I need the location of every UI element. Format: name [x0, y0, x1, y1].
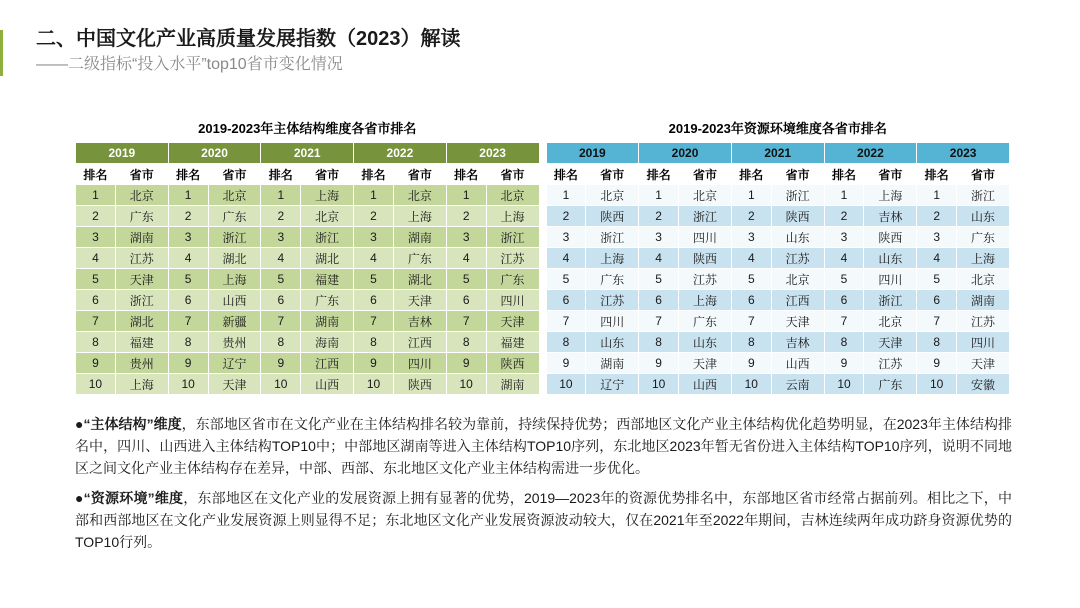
- rank-cell: 9: [354, 353, 394, 374]
- rank-cell: 8: [917, 332, 957, 353]
- rank-cell: 2: [168, 206, 208, 227]
- rank-col-header: 排名: [639, 164, 679, 185]
- rank-col-header: 排名: [917, 164, 957, 185]
- rank-cell: 4: [917, 248, 957, 269]
- rank-cell: 5: [168, 269, 208, 290]
- rank-cell: 9: [76, 353, 116, 374]
- table-row: [546, 248, 1010, 269]
- province-cell: 陕西: [393, 374, 446, 395]
- province-cell: 北京: [115, 185, 168, 206]
- structure-note-paragraph: [75, 413, 1012, 479]
- rank-cell: 7: [446, 311, 486, 332]
- province-cell: 吉林: [864, 206, 917, 227]
- rank-cell: 1: [354, 185, 394, 206]
- structure-rank-table: [75, 142, 540, 395]
- rank-cell: 3: [354, 227, 394, 248]
- rank-cell: 7: [168, 311, 208, 332]
- rank-cell: 4: [76, 248, 116, 269]
- rank-cell: 1: [168, 185, 208, 206]
- province-cell: 天津: [393, 290, 446, 311]
- table-row: [76, 374, 540, 395]
- province-cell: 福建: [115, 332, 168, 353]
- structure-note-lead: ●“主体结构”维度: [75, 416, 182, 432]
- rank-col-header: 排名: [824, 164, 864, 185]
- province-cell: 上海: [208, 269, 261, 290]
- resource-note-lead: ●“资源环境”维度: [75, 490, 184, 506]
- rank-col-header: 排名: [354, 164, 394, 185]
- rank-cell: 6: [76, 290, 116, 311]
- province-cell: 上海: [301, 185, 354, 206]
- rank-cell: 6: [168, 290, 208, 311]
- structure-table-block: [75, 118, 540, 395]
- rank-cell: 5: [446, 269, 486, 290]
- rank-cell: 1: [76, 185, 116, 206]
- rank-cell: 3: [261, 227, 301, 248]
- province-cell: 浙江: [486, 227, 539, 248]
- rank-cell: 2: [546, 206, 586, 227]
- province-cell: 浙江: [957, 185, 1010, 206]
- province-cell: 四川: [864, 269, 917, 290]
- province-cell: 福建: [486, 332, 539, 353]
- rank-cell: 10: [917, 374, 957, 395]
- rank-col-header: 排名: [731, 164, 771, 185]
- rank-cell: 1: [731, 185, 771, 206]
- province-cell: 湖南: [115, 227, 168, 248]
- rank-cell: 10: [446, 374, 486, 395]
- province-cell: 天津: [957, 353, 1010, 374]
- province-cell: 湖南: [586, 353, 639, 374]
- province-cell: 山东: [771, 227, 824, 248]
- province-cell: 上海: [586, 248, 639, 269]
- structure-note-text: ，东部地区省市在文化产业在主体结构排名较为靠前，持续保持优势；西部地区文化产业主体结构优化趋势明显，在2023年主体结构排名中，四川、山西进入主体结构TOP10中；中部地区湖南等进入主体结构TOP10序列，东北地区2023年暂无省份进入主体结构TOP10序列，说明不同地区之间文化产业主体结构存在差异，中部、西部、东北地区文化产业主体结构需进一步优化。: [75, 416, 1012, 476]
- province-cell: 辽宁: [208, 353, 261, 374]
- province-cell: 浙江: [586, 227, 639, 248]
- province-cell: 山东: [679, 332, 732, 353]
- province-cell: 天津: [486, 311, 539, 332]
- table-row: [546, 374, 1010, 395]
- tables-section: [75, 118, 1010, 395]
- province-cell: 吉林: [771, 332, 824, 353]
- rank-cell: 10: [76, 374, 116, 395]
- rank-cell: 6: [446, 290, 486, 311]
- province-cell: 湖南: [301, 311, 354, 332]
- rank-cell: 1: [824, 185, 864, 206]
- rank-col-header: 排名: [76, 164, 116, 185]
- province-cell: 湖北: [301, 248, 354, 269]
- slide-title: 二、中国文化产业高质量发展指数（2023）解读: [36, 28, 461, 50]
- resource-rank-table: [546, 142, 1011, 395]
- rank-cell: 1: [917, 185, 957, 206]
- rank-cell: 8: [261, 332, 301, 353]
- rank-cell: 9: [824, 353, 864, 374]
- province-col-header: 省市: [586, 164, 639, 185]
- province-cell: 云南: [771, 374, 824, 395]
- rank-cell: 10: [731, 374, 771, 395]
- rank-cell: 8: [76, 332, 116, 353]
- table-row: [76, 290, 540, 311]
- province-cell: 湖北: [208, 248, 261, 269]
- province-cell: 山东: [864, 248, 917, 269]
- province-cell: 北京: [586, 185, 639, 206]
- table-row: [76, 227, 540, 248]
- rank-cell: 9: [546, 353, 586, 374]
- rank-cell: 6: [546, 290, 586, 311]
- rank-cell: 2: [76, 206, 116, 227]
- rank-cell: 10: [354, 374, 394, 395]
- rank-cell: 10: [824, 374, 864, 395]
- rank-cell: 2: [731, 206, 771, 227]
- rank-cell: 9: [917, 353, 957, 374]
- province-col-header: 省市: [957, 164, 1010, 185]
- rank-cell: 7: [546, 311, 586, 332]
- year-header: 2020: [168, 143, 261, 164]
- province-cell: 北京: [864, 311, 917, 332]
- province-cell: 天津: [864, 332, 917, 353]
- province-cell: 北京: [957, 269, 1010, 290]
- rank-cell: 9: [639, 353, 679, 374]
- rank-cell: 10: [639, 374, 679, 395]
- table-row: [546, 332, 1010, 353]
- province-cell: 陕西: [586, 206, 639, 227]
- province-cell: 辽宁: [586, 374, 639, 395]
- province-cell: 天津: [771, 311, 824, 332]
- province-cell: 贵州: [115, 353, 168, 374]
- province-cell: 江西: [771, 290, 824, 311]
- rank-cell: 4: [446, 248, 486, 269]
- rank-cell: 1: [639, 185, 679, 206]
- title-accent-bar: [0, 30, 3, 76]
- rank-col-header: 排名: [446, 164, 486, 185]
- province-col-header: 省市: [393, 164, 446, 185]
- rank-cell: 6: [731, 290, 771, 311]
- table-row: [546, 206, 1010, 227]
- province-cell: 贵州: [208, 332, 261, 353]
- province-col-header: 省市: [679, 164, 732, 185]
- province-cell: 上海: [393, 206, 446, 227]
- rank-cell: 4: [354, 248, 394, 269]
- table-row: [546, 227, 1010, 248]
- rank-cell: 7: [731, 311, 771, 332]
- province-cell: 四川: [957, 332, 1010, 353]
- province-cell: 广东: [486, 269, 539, 290]
- structure-table-title: 2019-2023年主体结构维度各省市排名: [198, 121, 417, 136]
- province-col-header: 省市: [864, 164, 917, 185]
- province-cell: 北京: [679, 185, 732, 206]
- province-cell: 山西: [301, 374, 354, 395]
- rank-cell: 2: [917, 206, 957, 227]
- rank-cell: 8: [639, 332, 679, 353]
- rank-cell: 5: [917, 269, 957, 290]
- rank-cell: 3: [824, 227, 864, 248]
- rank-cell: 2: [354, 206, 394, 227]
- province-cell: 江苏: [864, 353, 917, 374]
- province-cell: 广东: [208, 206, 261, 227]
- province-cell: 广东: [679, 311, 732, 332]
- rank-cell: 3: [917, 227, 957, 248]
- province-cell: 上海: [486, 206, 539, 227]
- table-row: [76, 185, 540, 206]
- rank-cell: 3: [546, 227, 586, 248]
- rank-cell: 9: [261, 353, 301, 374]
- rank-cell: 5: [546, 269, 586, 290]
- rank-cell: 1: [261, 185, 301, 206]
- province-cell: 北京: [393, 185, 446, 206]
- table-row: [76, 353, 540, 374]
- rank-cell: 10: [261, 374, 301, 395]
- resource-note-paragraph: [75, 487, 1012, 553]
- rank-cell: 2: [639, 206, 679, 227]
- rank-cell: 8: [354, 332, 394, 353]
- year-header: 2020: [639, 143, 732, 164]
- rank-cell: 7: [639, 311, 679, 332]
- province-cell: 安徽: [957, 374, 1010, 395]
- province-cell: 湖北: [115, 311, 168, 332]
- table-row: [76, 269, 540, 290]
- rank-cell: 5: [824, 269, 864, 290]
- rank-cell: 3: [168, 227, 208, 248]
- province-cell: 山东: [586, 332, 639, 353]
- rank-cell: 3: [446, 227, 486, 248]
- province-cell: 湖南: [957, 290, 1010, 311]
- province-cell: 浙江: [208, 227, 261, 248]
- rank-cell: 10: [168, 374, 208, 395]
- rank-cell: 10: [546, 374, 586, 395]
- rank-cell: 4: [639, 248, 679, 269]
- rank-cell: 7: [261, 311, 301, 332]
- year-header: 2019: [546, 143, 639, 164]
- province-cell: 陕西: [486, 353, 539, 374]
- notes-section: [75, 413, 1012, 553]
- province-cell: 四川: [679, 227, 732, 248]
- rank-cell: 5: [354, 269, 394, 290]
- table-row: [546, 311, 1010, 332]
- province-cell: 福建: [301, 269, 354, 290]
- rank-cell: 3: [639, 227, 679, 248]
- province-cell: 广东: [393, 248, 446, 269]
- rank-cell: 1: [446, 185, 486, 206]
- rank-cell: 6: [824, 290, 864, 311]
- rank-cell: 6: [917, 290, 957, 311]
- province-cell: 广东: [586, 269, 639, 290]
- table-row: [76, 332, 540, 353]
- province-cell: 山西: [208, 290, 261, 311]
- province-cell: 浙江: [771, 185, 824, 206]
- province-cell: 山西: [679, 374, 732, 395]
- province-cell: 浙江: [864, 290, 917, 311]
- province-cell: 江苏: [679, 269, 732, 290]
- province-cell: 山西: [771, 353, 824, 374]
- province-cell: 四川: [586, 311, 639, 332]
- rank-col-header: 排名: [546, 164, 586, 185]
- province-cell: 湖北: [393, 269, 446, 290]
- province-cell: 广东: [864, 374, 917, 395]
- rank-cell: 5: [639, 269, 679, 290]
- province-col-header: 省市: [301, 164, 354, 185]
- rank-cell: 2: [261, 206, 301, 227]
- rank-col-header: 排名: [168, 164, 208, 185]
- province-cell: 山东: [957, 206, 1010, 227]
- rank-cell: 6: [354, 290, 394, 311]
- year-header: 2023: [446, 143, 539, 164]
- province-cell: 新疆: [208, 311, 261, 332]
- rank-cell: 6: [261, 290, 301, 311]
- rank-cell: 9: [168, 353, 208, 374]
- rank-cell: 7: [76, 311, 116, 332]
- province-cell: 江苏: [771, 248, 824, 269]
- province-cell: 广东: [957, 227, 1010, 248]
- province-cell: 广东: [301, 290, 354, 311]
- province-col-header: 省市: [771, 164, 824, 185]
- rank-cell: 7: [354, 311, 394, 332]
- table-row: [76, 248, 540, 269]
- province-cell: 北京: [486, 185, 539, 206]
- table-row: [76, 311, 540, 332]
- province-cell: 江西: [301, 353, 354, 374]
- province-cell: 四川: [393, 353, 446, 374]
- province-cell: 四川: [486, 290, 539, 311]
- rank-cell: 3: [76, 227, 116, 248]
- province-cell: 江苏: [486, 248, 539, 269]
- rank-cell: 4: [546, 248, 586, 269]
- province-col-header: 省市: [115, 164, 168, 185]
- rank-cell: 8: [731, 332, 771, 353]
- province-cell: 北京: [301, 206, 354, 227]
- year-header: 2021: [731, 143, 824, 164]
- table-row: [546, 185, 1010, 206]
- rank-cell: 6: [639, 290, 679, 311]
- rank-cell: 8: [546, 332, 586, 353]
- rank-cell: 4: [824, 248, 864, 269]
- province-cell: 陕西: [679, 248, 732, 269]
- province-cell: 湖南: [393, 227, 446, 248]
- province-cell: 浙江: [301, 227, 354, 248]
- province-cell: 江西: [393, 332, 446, 353]
- rank-cell: 5: [76, 269, 116, 290]
- province-cell: 上海: [679, 290, 732, 311]
- rank-cell: 3: [731, 227, 771, 248]
- rank-cell: 5: [731, 269, 771, 290]
- province-cell: 浙江: [679, 206, 732, 227]
- province-cell: 上海: [864, 185, 917, 206]
- table-row: [546, 353, 1010, 374]
- table-row: [76, 206, 540, 227]
- province-cell: 陕西: [771, 206, 824, 227]
- rank-cell: 8: [446, 332, 486, 353]
- rank-cell: 8: [824, 332, 864, 353]
- province-cell: 江苏: [957, 311, 1010, 332]
- rank-cell: 4: [731, 248, 771, 269]
- table-row: [546, 269, 1010, 290]
- province-cell: 上海: [115, 374, 168, 395]
- rank-cell: 4: [168, 248, 208, 269]
- resource-table-block: [546, 118, 1011, 395]
- rank-cell: 8: [168, 332, 208, 353]
- year-header: 2022: [354, 143, 447, 164]
- province-cell: 北京: [208, 185, 261, 206]
- year-header: 2022: [824, 143, 917, 164]
- province-cell: 天津: [679, 353, 732, 374]
- province-cell: 湖南: [486, 374, 539, 395]
- resource-note-text: ，东部地区在文化产业的发展资源上拥有显著的优势，2019—2023年的资源优势排名中，东部地区省市经常占据前列。相比之下，中部和西部地区在文化产业发展资源上则显得不足；东北地区文化产业发展资源波动较大，仅在2021年至2022年期间，吉林连续两年成功跻身资源优势的TOP10行列。: [75, 490, 1012, 550]
- province-cell: 北京: [771, 269, 824, 290]
- rank-col-header: 排名: [261, 164, 301, 185]
- rank-cell: 7: [824, 311, 864, 332]
- resource-table-title: 2019-2023年资源环境维度各省市排名: [668, 121, 887, 136]
- province-cell: 天津: [115, 269, 168, 290]
- rank-cell: 5: [261, 269, 301, 290]
- rank-cell: 9: [446, 353, 486, 374]
- rank-cell: 2: [824, 206, 864, 227]
- rank-cell: 4: [261, 248, 301, 269]
- province-cell: 广东: [115, 206, 168, 227]
- table-row: [546, 290, 1010, 311]
- year-header: 2023: [917, 143, 1010, 164]
- province-cell: 海南: [301, 332, 354, 353]
- rank-cell: 2: [446, 206, 486, 227]
- province-col-header: 省市: [486, 164, 539, 185]
- province-cell: 上海: [957, 248, 1010, 269]
- province-cell: 陕西: [864, 227, 917, 248]
- province-cell: 江苏: [586, 290, 639, 311]
- province-cell: 天津: [208, 374, 261, 395]
- rank-cell: 7: [917, 311, 957, 332]
- year-header: 2021: [261, 143, 354, 164]
- rank-cell: 9: [731, 353, 771, 374]
- province-cell: 吉林: [393, 311, 446, 332]
- slide-subtitle: ——二级指标“投入水平”top10省市变化情况: [36, 56, 343, 73]
- province-col-header: 省市: [208, 164, 261, 185]
- rank-cell: 1: [546, 185, 586, 206]
- slide-header: [0, 0, 1080, 76]
- province-cell: 浙江: [115, 290, 168, 311]
- province-cell: 江苏: [115, 248, 168, 269]
- year-header: 2019: [76, 143, 169, 164]
